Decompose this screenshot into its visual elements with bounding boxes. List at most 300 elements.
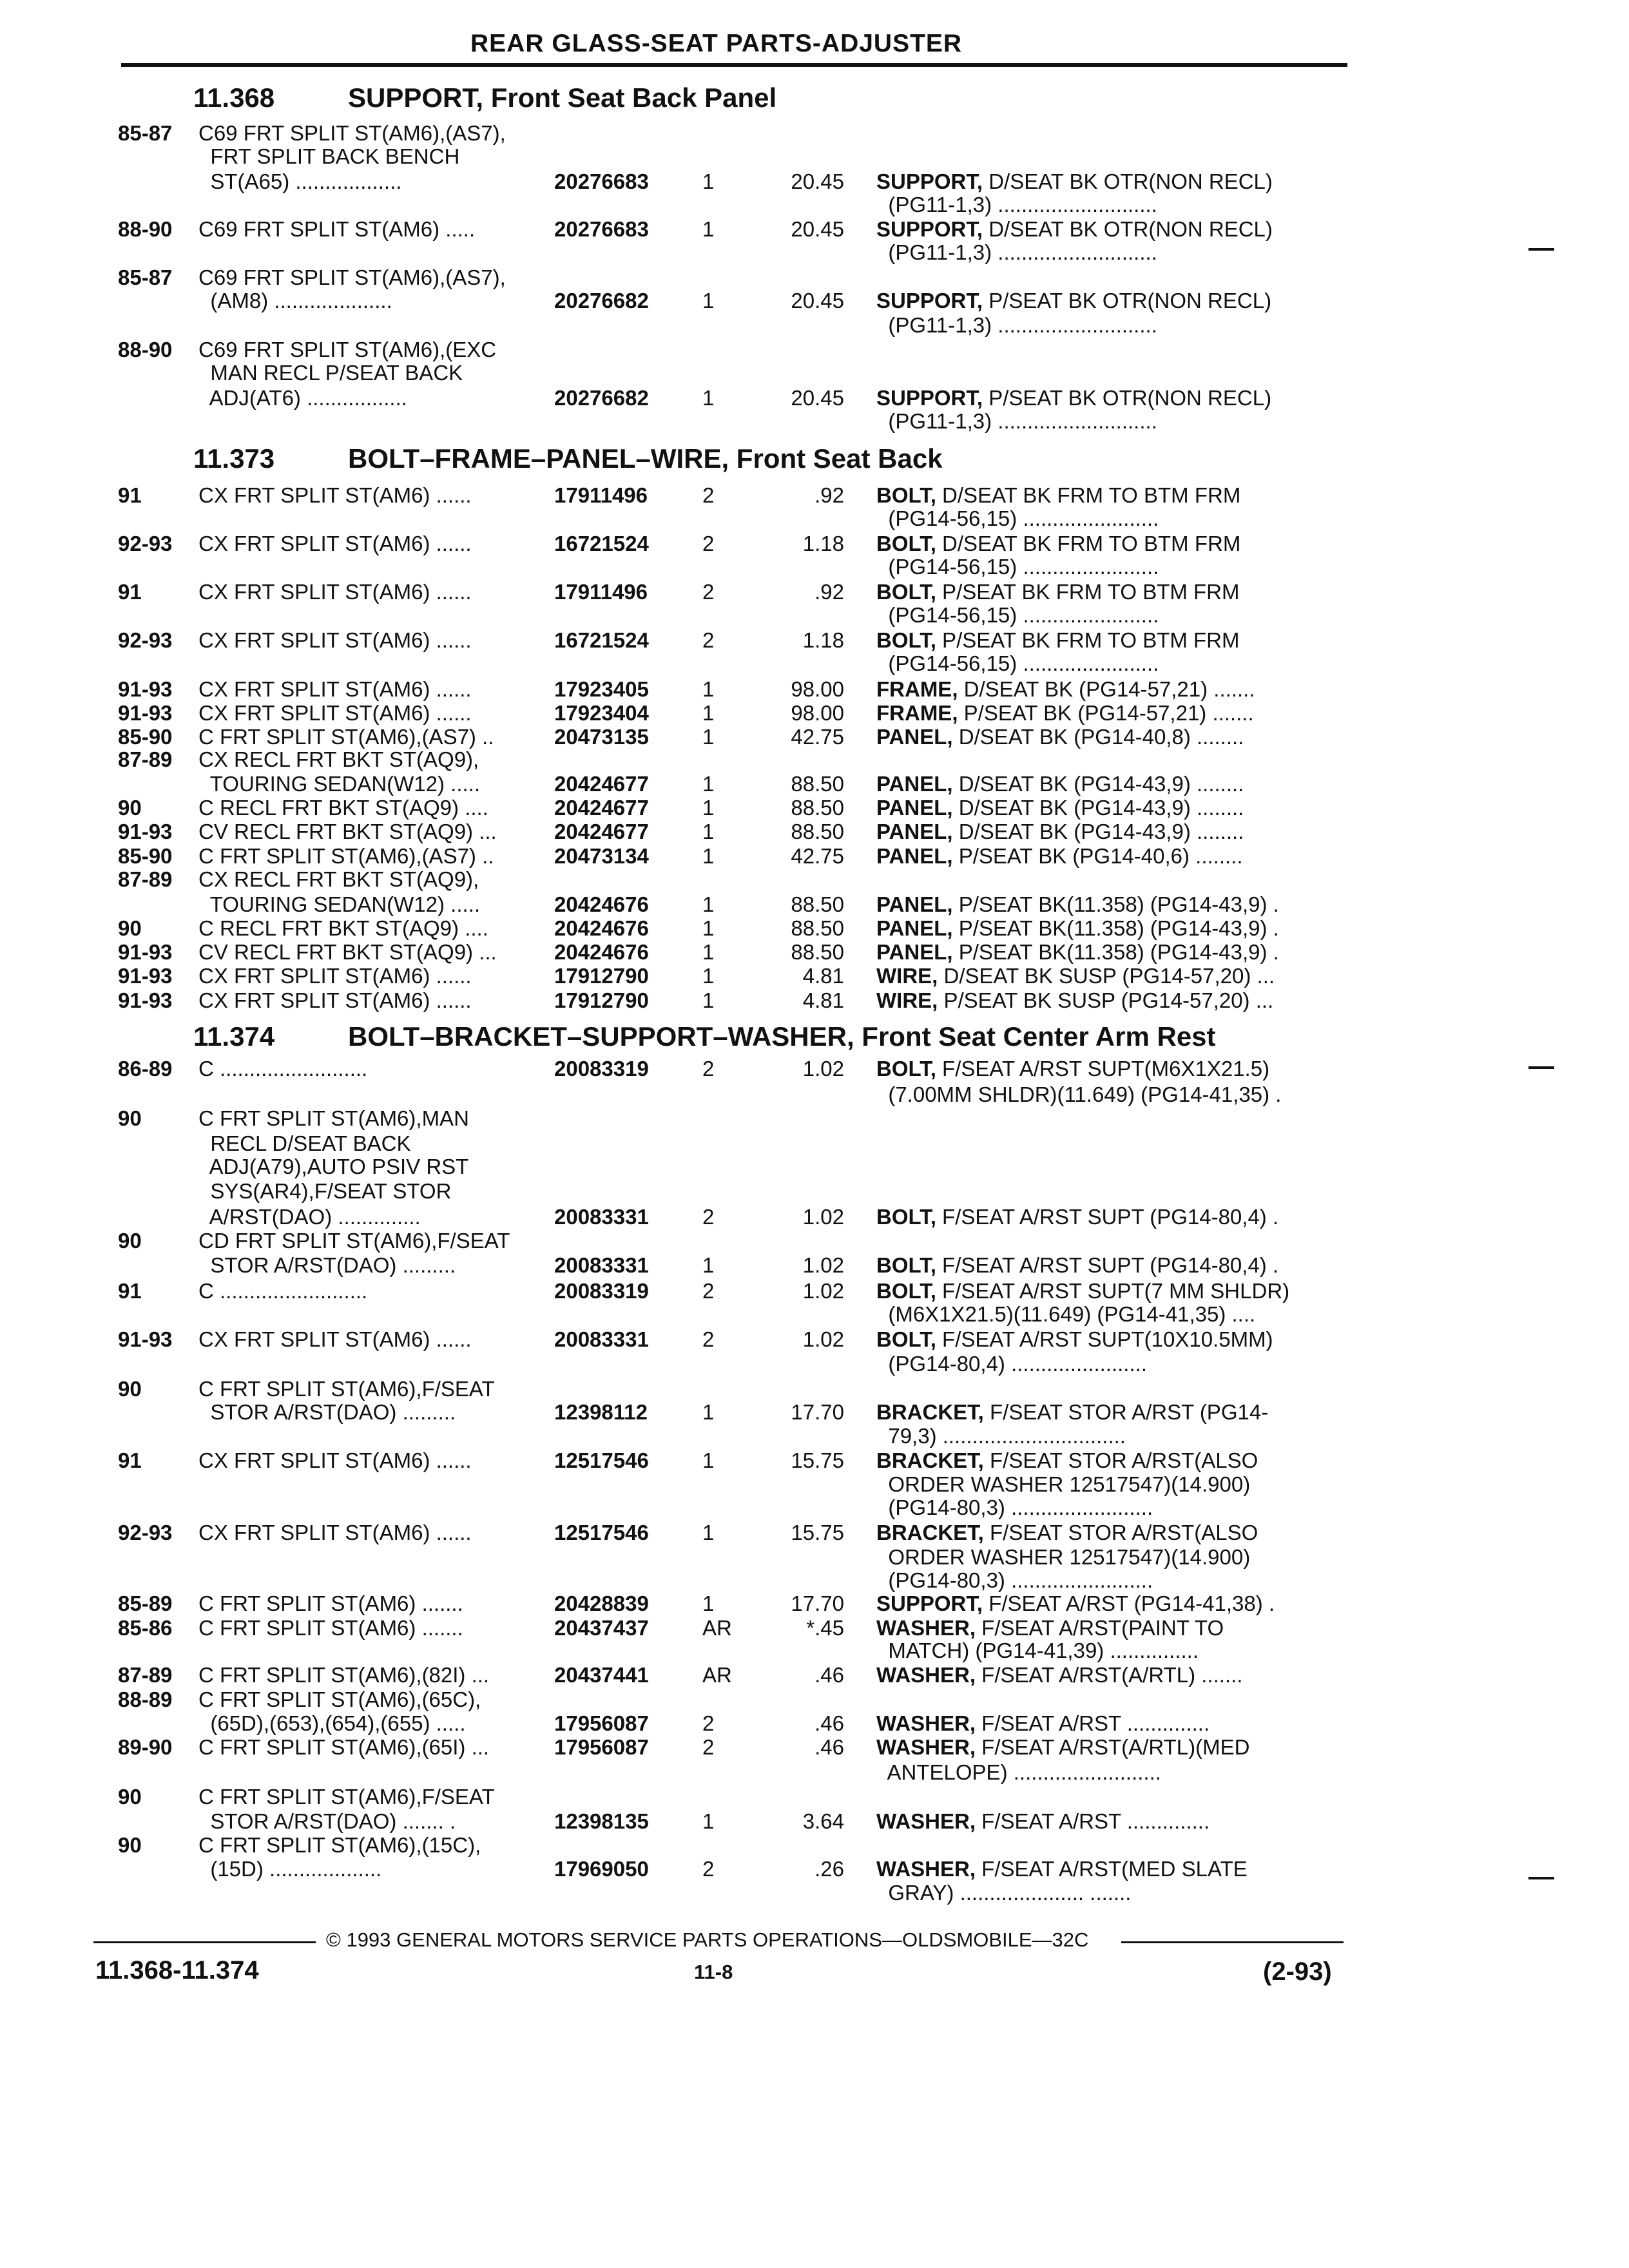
part-number: 17956087 <box>554 1735 649 1759</box>
parts-row <box>0 844 1629 868</box>
part-name <box>876 409 1157 434</box>
part-name-detail: (M6X1X21.5)(11.649) (PG14-41,35) .... <box>876 1302 1256 1326</box>
part-number: 17956087 <box>554 1711 649 1735</box>
application: C FRT SPLIT ST(AM6),MAN <box>198 1106 469 1130</box>
application: CX FRT SPLIT ST(AM6) ...... <box>198 1448 472 1472</box>
quantity: 2 <box>702 580 715 604</box>
model-years: 92-93 <box>118 628 173 652</box>
part-name <box>876 1881 1131 1905</box>
application: CX FRT SPLIT ST(AM6) ...... <box>198 964 472 988</box>
model-years: 85-87 <box>118 121 173 145</box>
part-number: 17911496 <box>554 483 648 507</box>
application: SYS(AR4),F/SEAT STOR <box>198 1179 452 1203</box>
part-number: 16721524 <box>554 628 649 652</box>
part-name-bold: BRACKET, <box>876 1448 984 1472</box>
model-years: 91 <box>118 580 142 604</box>
application: ADJ(A79),AUTO PSIV RST <box>198 1155 469 1178</box>
application: C69 FRT SPLIT ST(AM6),(EXC <box>198 338 497 361</box>
part-name-detail: P/SEAT BK FRM TO BTM FRM <box>936 580 1240 604</box>
parts-row <box>0 1057 1629 1081</box>
part-name <box>876 820 1244 844</box>
part-name-bold: WASHER, <box>876 1857 976 1881</box>
parts-row <box>0 725 1629 749</box>
part-name-bold: WASHER, <box>876 1735 976 1759</box>
part-name-bold: BOLT, <box>876 1327 936 1351</box>
part-name-bold: BOLT, <box>876 1057 936 1081</box>
parts-row <box>0 313 1629 337</box>
application: C FRT SPLIT ST(AM6),(82I) ... <box>198 1663 490 1687</box>
price: 1.18 <box>802 628 844 652</box>
quantity: 1 <box>702 217 715 241</box>
part-name <box>876 772 1244 796</box>
parts-row <box>0 1131 1629 1155</box>
footer-date: (2-93) <box>1263 1957 1332 1986</box>
parts-row <box>0 1809 1629 1833</box>
part-name <box>876 1082 1281 1107</box>
model-years: 87-89 <box>118 867 173 891</box>
model-years: 91-93 <box>118 940 173 964</box>
quantity: 2 <box>702 1857 715 1881</box>
part-number: 20437437 <box>554 1616 649 1640</box>
price: 42.75 <box>791 844 844 868</box>
section-title: BOLT–BRACKET–SUPPORT–WASHER, Front Seat Center Arm Rest <box>348 1021 1216 1052</box>
part-number: 20437441 <box>554 1663 649 1687</box>
parts-row <box>0 651 1629 675</box>
part-name <box>876 1057 1269 1081</box>
price: 15.75 <box>791 1448 844 1472</box>
model-years: 91-93 <box>118 964 173 988</box>
parts-row <box>0 1253 1629 1277</box>
part-number: 20424676 <box>554 940 649 964</box>
part-name-detail: D/SEAT BK (PG14-43,9) ........ <box>952 820 1244 843</box>
quantity: 1 <box>702 916 715 940</box>
part-name-bold: PANEL, <box>876 940 953 964</box>
price: 1.02 <box>802 1279 844 1303</box>
part-name-detail: P/SEAT BK SUSP (PG14-57,20) ... <box>938 988 1274 1012</box>
part-name-bold: PANEL, <box>876 772 953 796</box>
part-number: 17912790 <box>554 988 649 1012</box>
part-number: 20276682 <box>554 386 649 410</box>
margin-mark <box>1528 1066 1554 1069</box>
part-name <box>876 628 1240 653</box>
part-name-detail: (PG11-1,3) ........................... <box>876 240 1157 264</box>
part-name-bold: PANEL, <box>876 844 953 868</box>
application: TOURING SEDAN(W12) ..... <box>198 772 481 796</box>
parts-row <box>0 1400 1629 1424</box>
part-name <box>876 725 1244 749</box>
parts-row <box>0 628 1629 652</box>
parts-row <box>0 580 1629 604</box>
application: TOURING SEDAN(W12) ..... <box>198 892 481 916</box>
part-name <box>876 677 1255 702</box>
quantity: AR <box>702 1616 732 1640</box>
part-name-detail: P/SEAT BK OTR(NON RECL) <box>983 289 1272 312</box>
part-number: 20473134 <box>554 844 649 868</box>
part-name-detail: F/SEAT A/RST SUPT(M6X1X21.5) <box>936 1057 1270 1081</box>
part-name <box>876 193 1157 217</box>
margin-mark <box>1528 1877 1554 1879</box>
model-years: 88-90 <box>118 217 173 241</box>
part-name <box>876 701 1254 726</box>
price: 1.02 <box>802 1057 844 1081</box>
part-name-detail: (PG11-1,3) ........................... <box>876 193 1157 216</box>
application: C FRT SPLIT ST(AM6),F/SEAT <box>198 1377 495 1401</box>
parts-row <box>0 193 1629 216</box>
model-years: 90 <box>118 1106 142 1130</box>
parts-row <box>0 1521 1629 1544</box>
part-name-bold: BRACKET, <box>876 1521 984 1544</box>
quantity: 1 <box>702 1253 715 1277</box>
part-name-detail: (PG14-80,3) ........................ <box>876 1568 1153 1592</box>
price: .46 <box>815 1663 844 1687</box>
application: (AM8) .................... <box>198 289 392 312</box>
parts-row <box>0 1424 1629 1448</box>
application: STOR A/RST(DAO) ......... <box>198 1253 456 1277</box>
part-name-bold: BRACKET, <box>876 1400 984 1424</box>
price: 20.45 <box>791 169 844 193</box>
part-name-detail: F/SEAT STOR A/RST(ALSO <box>983 1448 1258 1472</box>
part-name-detail: P/SEAT BK(11.358) (PG14-43,9) . <box>952 892 1279 916</box>
price: 1.02 <box>802 1205 844 1229</box>
application: C FRT SPLIT ST(AM6),(AS7) .. <box>198 844 494 868</box>
model-years: 91-93 <box>118 1327 173 1351</box>
part-name <box>876 796 1244 820</box>
price: 17.70 <box>791 1591 844 1615</box>
part-name-detail: P/SEAT BK FRM TO BTM FRM <box>936 628 1240 652</box>
quantity: 2 <box>702 1205 715 1229</box>
part-name-bold: PANEL, <box>876 916 953 940</box>
price: .26 <box>815 1857 844 1881</box>
part-name-detail: D/SEAT BK (PG14-43,9) ........ <box>952 796 1244 820</box>
model-years: 90 <box>118 1229 142 1253</box>
part-name <box>876 1352 1147 1376</box>
quantity: 1 <box>702 964 715 988</box>
part-name <box>876 964 1275 988</box>
price: 88.50 <box>791 940 844 964</box>
quantity: 1 <box>702 1448 715 1472</box>
part-number: 20424676 <box>554 916 649 940</box>
application: C69 FRT SPLIT ST(AM6),(AS7), <box>198 121 506 145</box>
application: CV RECL FRT BKT ST(AQ9) ... <box>198 940 497 964</box>
parts-row <box>0 169 1629 193</box>
part-number: 20473135 <box>554 725 649 749</box>
part-name <box>876 1591 1275 1616</box>
model-years: 88-89 <box>118 1687 173 1711</box>
part-name-detail: F/SEAT A/RST(MED SLATE <box>976 1857 1248 1881</box>
model-years: 92-93 <box>118 532 173 555</box>
model-years: 90 <box>118 796 142 820</box>
part-name-detail: (PG11-1,3) ........................... <box>876 313 1157 337</box>
model-years: 91 <box>118 1279 142 1303</box>
part-name-detail: D/SEAT BK FRM TO BTM FRM <box>936 483 1241 507</box>
section-number: 11.374 <box>193 1021 275 1052</box>
part-name-bold: SUPPORT, <box>876 217 983 241</box>
quantity: AR <box>702 1663 732 1687</box>
parts-row <box>0 1857 1629 1881</box>
application: C69 FRT SPLIT ST(AM6),(AS7), <box>198 265 506 289</box>
application: C RECL FRT BKT ST(AQ9) .... <box>198 796 488 820</box>
model-years: 85-90 <box>118 844 173 868</box>
part-name <box>876 580 1240 604</box>
part-name-detail: F/SEAT A/RST(PAINT TO <box>976 1616 1224 1640</box>
part-number: 17969050 <box>554 1857 649 1881</box>
model-years: 91 <box>118 483 142 507</box>
quantity: 1 <box>702 1400 715 1424</box>
part-name <box>876 1663 1242 1687</box>
part-name-detail: (PG14-80,3) ........................ <box>876 1495 1153 1519</box>
part-name <box>876 1639 1199 1663</box>
price: .92 <box>815 580 844 604</box>
quantity: 2 <box>702 1057 715 1081</box>
quantity: 1 <box>702 1521 715 1544</box>
part-name-bold: SUPPORT, <box>876 1591 983 1615</box>
part-name-bold: BOLT, <box>876 1205 936 1229</box>
part-number: 20276683 <box>554 169 649 193</box>
part-name-detail: D/SEAT BK OTR(NON RECL) <box>983 169 1273 193</box>
part-name <box>876 1472 1250 1497</box>
part-number: 17911496 <box>554 580 648 604</box>
part-name-detail: (PG14-80,4) ....................... <box>876 1352 1147 1376</box>
application: CX FRT SPLIT ST(AM6) ...... <box>198 988 472 1012</box>
part-name <box>876 1302 1255 1327</box>
part-name-detail: P/SEAT BK(11.358) (PG14-43,9) . <box>952 940 1279 964</box>
price: 88.50 <box>791 916 844 940</box>
application: CX RECL FRT BKT ST(AQ9), <box>198 867 479 891</box>
part-name-bold: SUPPORT, <box>876 169 983 193</box>
application: C ......................... <box>198 1057 368 1081</box>
part-name-detail: F/SEAT A/RST SUPT(10X10.5MM) <box>936 1327 1273 1351</box>
part-number: 20083319 <box>554 1057 649 1081</box>
price: 1.18 <box>802 532 844 555</box>
part-name-bold: WASHER, <box>876 1809 976 1833</box>
part-name <box>876 1857 1248 1881</box>
quantity: 1 <box>702 940 715 964</box>
application: CV RECL FRT BKT ST(AQ9) ... <box>198 820 497 843</box>
price: *.45 <box>806 1616 844 1640</box>
parts-row <box>0 603 1629 627</box>
application: CX FRT SPLIT ST(AM6) ...... <box>198 628 472 652</box>
price: .46 <box>815 1735 844 1759</box>
application: C FRT SPLIT ST(AM6),(65C), <box>198 1687 481 1711</box>
section-title: SUPPORT, Front Seat Back Panel <box>348 82 777 113</box>
model-years: 90 <box>118 916 142 940</box>
part-name-detail: F/SEAT A/RST(A/RTL) ....... <box>976 1663 1243 1687</box>
parts-row <box>0 386 1629 410</box>
parts-row <box>0 1568 1629 1592</box>
part-name-bold: WASHER, <box>876 1616 976 1640</box>
part-number: 20276682 <box>554 289 649 312</box>
part-name-bold: PANEL, <box>876 892 953 916</box>
part-name <box>876 532 1240 556</box>
part-name-bold: PANEL, <box>876 820 953 843</box>
price: 3.64 <box>802 1809 844 1833</box>
parts-row <box>0 265 1629 289</box>
parts-row <box>0 892 1629 916</box>
part-name <box>876 1205 1278 1229</box>
model-years: 92-93 <box>118 1521 173 1544</box>
parts-row <box>0 988 1629 1012</box>
part-number: 20083331 <box>554 1253 649 1277</box>
part-number: 17923405 <box>554 677 649 701</box>
model-years: 86-89 <box>118 1057 173 1081</box>
application: CX FRT SPLIT ST(AM6) ...... <box>198 483 472 507</box>
parts-row <box>0 532 1629 555</box>
quantity: 2 <box>702 628 715 652</box>
part-name-detail: MATCH) (PG14-41,39) ............... <box>876 1639 1199 1662</box>
parts-row <box>0 1229 1629 1253</box>
quantity: 1 <box>702 844 715 868</box>
parts-row <box>0 555 1629 579</box>
quantity: 1 <box>702 386 715 410</box>
price: 88.50 <box>791 772 844 796</box>
parts-row <box>0 1833 1629 1857</box>
application: C FRT SPLIT ST(AM6) ....... <box>198 1616 463 1640</box>
part-name-detail: (PG14-56,15) ....................... <box>876 651 1159 675</box>
footer-rule-left <box>93 1941 316 1943</box>
part-name-detail: F/SEAT A/RST SUPT (PG14-80,4) . <box>936 1205 1279 1229</box>
price: 17.70 <box>791 1400 844 1424</box>
parts-row <box>0 1279 1629 1303</box>
part-name-detail: (PG14-56,15) ....................... <box>876 603 1159 627</box>
application: STOR A/RST(DAO) ......... <box>198 1400 456 1424</box>
quantity: 1 <box>702 1591 715 1615</box>
part-name-detail: P/SEAT BK OTR(NON RECL) <box>983 386 1272 410</box>
part-name-detail: ORDER WASHER 12517547)(14.900) <box>876 1472 1251 1496</box>
part-name-bold: WIRE, <box>876 988 938 1012</box>
parts-row <box>0 820 1629 843</box>
parts-row <box>0 338 1629 361</box>
part-name <box>876 844 1243 869</box>
parts-row <box>0 1352 1629 1376</box>
application: ADJ(AT6) ................. <box>198 386 407 410</box>
part-name <box>876 483 1240 508</box>
parts-row <box>0 867 1629 891</box>
price: .46 <box>815 1711 844 1735</box>
application: (15D) ................... <box>198 1857 382 1881</box>
section-heading <box>193 1021 1216 1052</box>
part-name <box>876 940 1279 965</box>
application: CX FRT SPLIT ST(AM6) ...... <box>198 677 472 701</box>
quantity: 1 <box>702 892 715 916</box>
parts-row <box>0 1735 1629 1759</box>
footer-copyright: © 1993 GENERAL MOTORS SERVICE PARTS OPERATIONS—OLDSMOBILE—32C <box>326 1928 1089 1951</box>
part-number: 20424677 <box>554 820 649 843</box>
parts-row <box>0 940 1629 964</box>
application: CX FRT SPLIT ST(AM6) ...... <box>198 701 472 725</box>
part-name-bold: PANEL, <box>876 796 953 820</box>
quantity: 2 <box>702 1327 715 1351</box>
quantity: 2 <box>702 1735 715 1759</box>
application: MAN RECL P/SEAT BACK <box>198 361 463 385</box>
part-name <box>876 1424 1126 1448</box>
part-name-detail: D/SEAT BK (PG14-40,8) ........ <box>952 725 1244 749</box>
price: 88.50 <box>791 796 844 820</box>
part-name-detail: D/SEAT BK (PG14-57,21) ....... <box>958 677 1255 701</box>
part-name-bold: SUPPORT, <box>876 386 983 410</box>
part-name <box>876 1521 1258 1545</box>
parts-row <box>0 1785 1629 1809</box>
application: (65D),(653),(654),(655) ..... <box>198 1711 466 1735</box>
part-name-detail: (7.00MM SHLDR)(11.649) (PG14-41,35) . <box>876 1082 1282 1106</box>
application: C FRT SPLIT ST(AM6) ....... <box>198 1591 463 1615</box>
model-years: 89-90 <box>118 1735 173 1759</box>
part-number: 20424677 <box>554 796 649 820</box>
price: 88.50 <box>791 820 844 843</box>
part-name <box>876 1568 1153 1593</box>
parts-row <box>0 916 1629 940</box>
application: CX FRT SPLIT ST(AM6) ...... <box>198 532 472 555</box>
part-name-bold: BOLT, <box>876 532 936 555</box>
part-name <box>876 506 1159 531</box>
price: 42.75 <box>791 725 844 749</box>
part-name <box>876 289 1271 313</box>
model-years: 90 <box>118 1377 142 1401</box>
parts-row <box>0 144 1629 168</box>
model-years: 85-90 <box>118 725 173 749</box>
part-number: 16721524 <box>554 532 649 555</box>
part-name <box>876 169 1273 194</box>
top-rule <box>121 63 1347 67</box>
application: CX FRT SPLIT ST(AM6) ...... <box>198 1327 472 1351</box>
price: 88.50 <box>791 892 844 916</box>
parts-row <box>0 240 1629 264</box>
part-name-detail: F/SEAT STOR A/RST(ALSO <box>983 1521 1258 1544</box>
section-number: 11.373 <box>193 443 275 474</box>
section-title: BOLT–FRAME–PANEL–WIRE, Front Seat Back <box>348 443 943 474</box>
part-name-detail: D/SEAT BK SUSP (PG14-57,20) ... <box>938 964 1275 988</box>
application: FRT SPLIT BACK BENCH <box>198 144 460 168</box>
part-name-bold: WASHER, <box>876 1711 976 1735</box>
part-name-detail: ANTELOPE) ......................... <box>876 1760 1161 1784</box>
parts-row <box>0 1472 1629 1496</box>
part-name-bold: BOLT, <box>876 628 936 652</box>
application: C69 FRT SPLIT ST(AM6) ..... <box>198 217 476 241</box>
page-title: REAR GLASS-SEAT PARTS-ADJUSTER <box>470 30 963 57</box>
part-name-detail: D/SEAT BK (PG14-43,9) ........ <box>952 772 1244 796</box>
parts-row <box>0 1082 1629 1106</box>
part-number: 20424676 <box>554 892 649 916</box>
quantity: 2 <box>702 483 715 507</box>
model-years: 91-93 <box>118 820 173 843</box>
application: A/RST(DAO) .............. <box>198 1205 421 1229</box>
footer-page-number: 11-8 <box>694 1961 733 1983</box>
quantity: 1 <box>702 1809 715 1833</box>
parts-row <box>0 1687 1629 1711</box>
margin-mark <box>1528 248 1554 251</box>
parts-row <box>0 1302 1629 1326</box>
part-number: 20083319 <box>554 1279 649 1303</box>
model-years: 91-93 <box>118 677 173 701</box>
part-number: 20083331 <box>554 1205 649 1229</box>
price: 1.02 <box>802 1327 844 1351</box>
part-name-bold: PANEL, <box>876 725 953 749</box>
part-name-bold: BOLT, <box>876 1279 936 1303</box>
part-name-detail: (PG11-1,3) ........................... <box>876 409 1157 433</box>
application: C FRT SPLIT ST(AM6),(65I) ... <box>198 1735 490 1759</box>
part-name <box>876 313 1157 338</box>
part-name-detail: (PG14-56,15) ....................... <box>876 506 1159 530</box>
application: CD FRT SPLIT ST(AM6),F/SEAT <box>198 1229 510 1253</box>
quantity: 2 <box>702 1711 715 1735</box>
parts-row <box>0 121 1629 145</box>
part-name-detail: F/SEAT A/RST SUPT(7 MM SHLDR) <box>936 1279 1290 1303</box>
part-name <box>876 603 1159 628</box>
section-number: 11.368 <box>193 82 275 113</box>
parts-row <box>0 1545 1629 1569</box>
price: 4.81 <box>802 988 844 1012</box>
application: C ......................... <box>198 1279 368 1303</box>
part-name-bold: SUPPORT, <box>876 289 983 312</box>
